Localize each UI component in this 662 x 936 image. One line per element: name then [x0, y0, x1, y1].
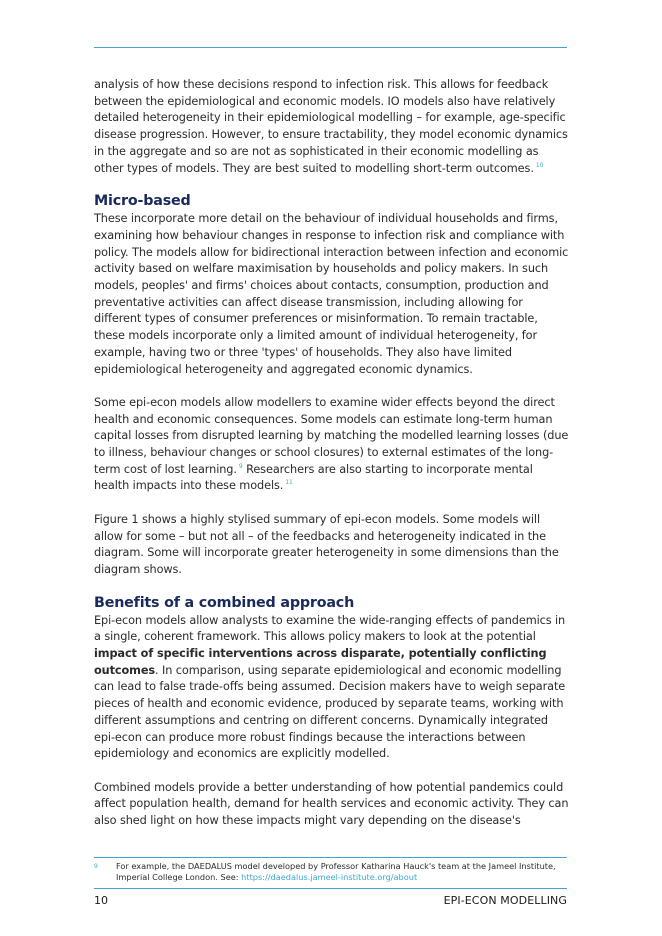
page-number: 10 — [94, 894, 108, 907]
footnote-rule — [94, 857, 567, 858]
paragraph-wider-effects — [94, 395, 569, 495]
main-content — [94, 77, 569, 830]
paragraph-combined-models: Combined models provide a better understanding of how potential pandemics could affect population health, demand for health services and economic activity. They can also shed light on how these impacts might vary depending on the disease's — [94, 780, 569, 828]
footnote-body: For example, the DAEDALUS model developed by Professor Katharina Hauck's team at the Jameel Institute, Imperial College London. See: — [116, 861, 556, 883]
bold-emphasis: impact of specific interventions across disparate, potentially conflicting outcomes — [94, 647, 547, 677]
footnote-link[interactable]: https://daedalus.jameel-institute.org/about — [241, 872, 418, 883]
footnote-text — [116, 861, 569, 884]
footnote-mark: 9 — [94, 863, 98, 870]
paragraph-micro-based: These incorporate more detail on the behaviour of individual households and firms, examining how behaviour changes in response to infection risk and compliance with policy. The models allow for bidirectional interaction between infection and economic activity based on welfare maximisation by households and policy makers. In such models, peoples' and firms' choices about contacts, consumption, production and preventative activities can affect disease transmission, including allowing for different types of consumer preferences or misinformation. To remain tractable, these models incorporate only a limited amount of individual heterogeneity, for example, having two or three 'types' of households. They also have limited epidemiological heterogeneity and aggregated economic dynamics. — [94, 212, 569, 376]
paragraph-text: Some epi-econ models allow modellers to examine wider effects beyond the direct health and economic consequences. Some models can estimate long-term human capital losses from disrupted learning by matching the modelled learning losses (due to illness, behaviour changes or school closures) to external estimates of the long-term cost of lost learning. — [94, 395, 569, 476]
paragraph-io-models — [94, 77, 569, 177]
running-head: EPI-ECON MODELLING — [443, 894, 567, 907]
paragraph-text: Researchers are also starting to incorporate mental health impacts into these models. — [94, 462, 533, 493]
reference-marker[interactable]: 11 — [285, 479, 293, 487]
section-heading-micro-based: Micro-based — [94, 193, 191, 210]
footer-rule — [94, 888, 567, 889]
paragraph-text: Epi-econ models allow analysts to examine the wide-ranging effects of pandemics in a single, coherent framework. This allows policy makers to look at the potential — [94, 613, 566, 644]
footnote — [94, 861, 569, 884]
reference-marker[interactable]: 9 — [238, 462, 243, 470]
header-rule — [94, 47, 567, 48]
reference-marker[interactable]: 10 — [535, 161, 544, 169]
paragraph-figure-summary: Figure 1 shows a highly stylised summary of epi-econ models. Some models will allow for some – but not all – of the feedbacks and heterogeneity indicated in the diagram. Some will incorporate greater heterogeneity in some dimensions than the diagram shows. — [94, 512, 559, 576]
paragraph-text: . In comparison, using separate epidemiological and economic modelling can lead to false trade-offs being assumed. Decision makers have to weigh separate pieces of health and economic evidence, produced by separate teams, working with different assumptions and centring on different concerns. Dynamically integrated epi-econ can produce more robust findings because the interactions between epidemiology and economics are explicitly modelled. — [94, 663, 566, 761]
paragraph-benefits — [94, 613, 569, 763]
paragraph-text: analysis of how these decisions respond to infection risk. This allows for feedback between the epidemiological and economic models. IO models also have relatively detailed heterogeneity in their epidemiological modelling – for example, age-specific disease progression. However, to ensure tractability, they model economic dynamics in the aggregate and so are not as sophisticated in their economic modelling as other types of models. They are best suited to modelling short-term outcomes. — [94, 78, 568, 175]
section-heading-benefits: Benefits of a combined approach — [94, 594, 355, 611]
